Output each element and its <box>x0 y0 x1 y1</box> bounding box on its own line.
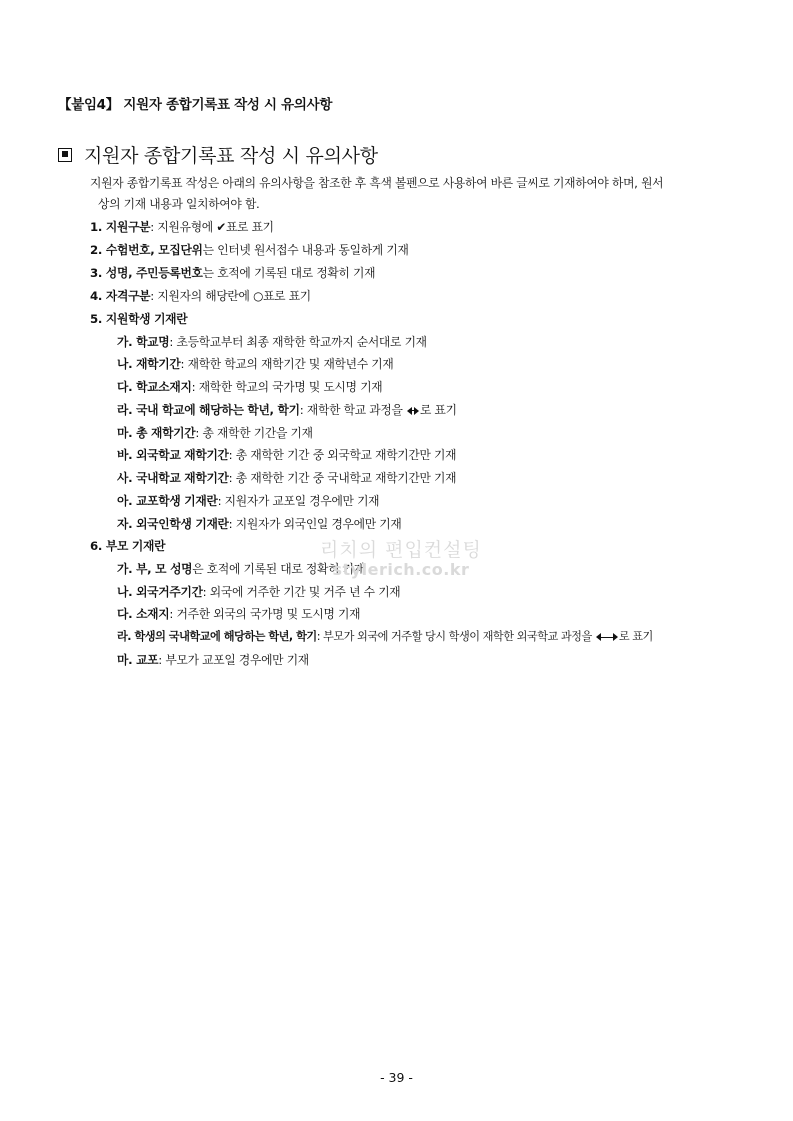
watermark-line-1: 리치의 편입컨설팅 <box>320 539 482 561</box>
item-5-ra-text: : 재학한 학교 과정을 <box>299 403 406 417</box>
item-5-sa-text: : 총 재학한 기간 중 국내학교 재학기간만 기재 <box>228 471 457 485</box>
item-5-ra-text-b: 로 표기 <box>420 403 457 417</box>
item-6-na-text: : 외국에 거주한 기간 및 거주 년 수 기재 <box>202 585 401 599</box>
item-5-ba <box>117 446 456 463</box>
item-4-label: 4. 자격구분 <box>90 289 151 303</box>
item-5-ba-text: : 총 재학한 기간 중 외국학교 재학기간만 기재 <box>228 448 457 462</box>
item-5-ga <box>117 333 427 350</box>
item-6-label: 6. 부모 기재란 <box>90 539 166 553</box>
item-5-na <box>117 355 393 372</box>
item-6-da-label: 다. 소재지 <box>117 607 170 621</box>
item-6-ra <box>117 628 653 644</box>
item-6-ga <box>117 560 365 577</box>
item-1-label: 1. 지원구분 <box>90 220 151 234</box>
check-mark-icon: ✔ <box>216 220 226 234</box>
item-4-text: : 지원자의 해당란에 ○표로 표기 <box>150 289 311 303</box>
item-5-ba-label: 바. 외국학교 재학기간 <box>117 448 229 462</box>
item-6-ga-text: 은 호적에 기록된 대로 정확히 기재 <box>192 562 365 576</box>
item-5-ra-label: 라. 국내 학교에 해당하는 학년, 학기 <box>117 403 300 417</box>
item-5-a <box>117 492 379 509</box>
item-5 <box>90 310 187 327</box>
item-6-ma-label: 마. 교포 <box>117 653 159 667</box>
item-5-na-text: : 재학한 학교의 재학기간 및 재학년수 기재 <box>180 357 394 371</box>
item-5-a-label: 아. 교포학생 기재란 <box>117 494 218 508</box>
item-5-ra <box>117 401 457 418</box>
item-2 <box>90 241 409 258</box>
item-3 <box>90 264 375 281</box>
item-6-ma <box>117 651 309 668</box>
item-5-ma-label: 마. 총 재학기간 <box>117 426 196 440</box>
item-5-ga-text: : 초등학교부터 최종 재학한 학교까지 순서대로 기재 <box>169 335 427 349</box>
watermark-line-2: stylerich.co.kr <box>332 560 470 579</box>
item-6 <box>90 537 165 554</box>
item-5-ma <box>117 424 313 441</box>
item-2-label: 2. 수험번호, 모집단위 <box>90 243 203 257</box>
item-2-text: 는 인터넷 원서접수 내용과 동일하게 기재 <box>202 243 409 257</box>
long-double-arrow-icon <box>596 633 618 641</box>
item-6-na-label: 나. 외국거주기간 <box>117 585 203 599</box>
item-5-ja <box>117 515 402 532</box>
item-6-na <box>117 583 400 600</box>
item-5-ma-text: : 총 재학한 기간을 기재 <box>195 426 313 440</box>
intro-line-2: 상의 기재 내용과 일치하여야 함. <box>98 197 260 211</box>
section-heading <box>58 141 378 168</box>
item-5-a-text: : 지원자가 교포일 경우에만 기재 <box>217 494 380 508</box>
item-5-sa <box>117 469 456 486</box>
item-3-label: 3. 성명, 주민등록번호 <box>90 266 203 280</box>
item-1-text: : 지원유형에 <box>150 220 217 234</box>
item-5-ja-text: : 지원자가 외국인일 경우에만 기재 <box>228 517 402 531</box>
square-bullet-icon <box>58 148 72 162</box>
attachment-title: 【붙임4】 지원자 종합기록표 작성 시 유의사항 <box>58 97 333 113</box>
item-6-ra-text: : 부모가 외국에 거주할 당시 학생이 재학한 외국학교 과정을 <box>316 630 595 643</box>
item-3-text: 는 호적에 기록된 대로 정확히 기재 <box>202 266 376 280</box>
page-number: - 39 - <box>380 1070 413 1085</box>
item-5-da-text: : 재학한 학교의 국가명 및 도시명 기재 <box>191 380 383 394</box>
intro-line-1: 지원자 종합기록표 작성은 아래의 유의사항을 참조한 후 흑색 볼펜으로 사용하여 바른 글씨로 기재하여야 하며, 원서 <box>90 176 664 190</box>
item-4 <box>90 287 311 304</box>
item-6-ma-text: : 부모가 교포일 경우에만 기재 <box>158 653 309 667</box>
item-5-sa-label: 사. 국내학교 재학기간 <box>117 471 229 485</box>
item-6-ga-label: 가. 부, 모 성명 <box>117 562 193 576</box>
item-5-da-label: 다. 학교소재지 <box>117 380 192 394</box>
item-5-ga-label: 가. 학교명 <box>117 335 170 349</box>
item-6-ra-label: 라. 학생의 국내학교에 해당하는 학년, 학기 <box>117 630 317 643</box>
item-6-da-text: : 거주한 외국의 국가명 및 도시명 기재 <box>169 607 361 621</box>
item-5-ja-label: 자. 외국인학생 기재란 <box>117 517 229 531</box>
section-heading-text: 지원자 종합기록표 작성 시 유의사항 <box>84 145 378 167</box>
item-5-na-label: 나. 재학기간 <box>117 357 181 371</box>
item-5-label: 5. 지원학생 기재란 <box>90 312 188 326</box>
item-6-ra-text-b: 로 표기 <box>618 630 653 643</box>
item-6-da <box>117 605 360 622</box>
item-1-text-b: 표로 표기 <box>225 220 274 234</box>
intro-paragraph <box>90 173 740 215</box>
item-5-da <box>117 378 382 395</box>
item-1 <box>90 218 274 235</box>
double-arrow-icon <box>407 407 419 415</box>
